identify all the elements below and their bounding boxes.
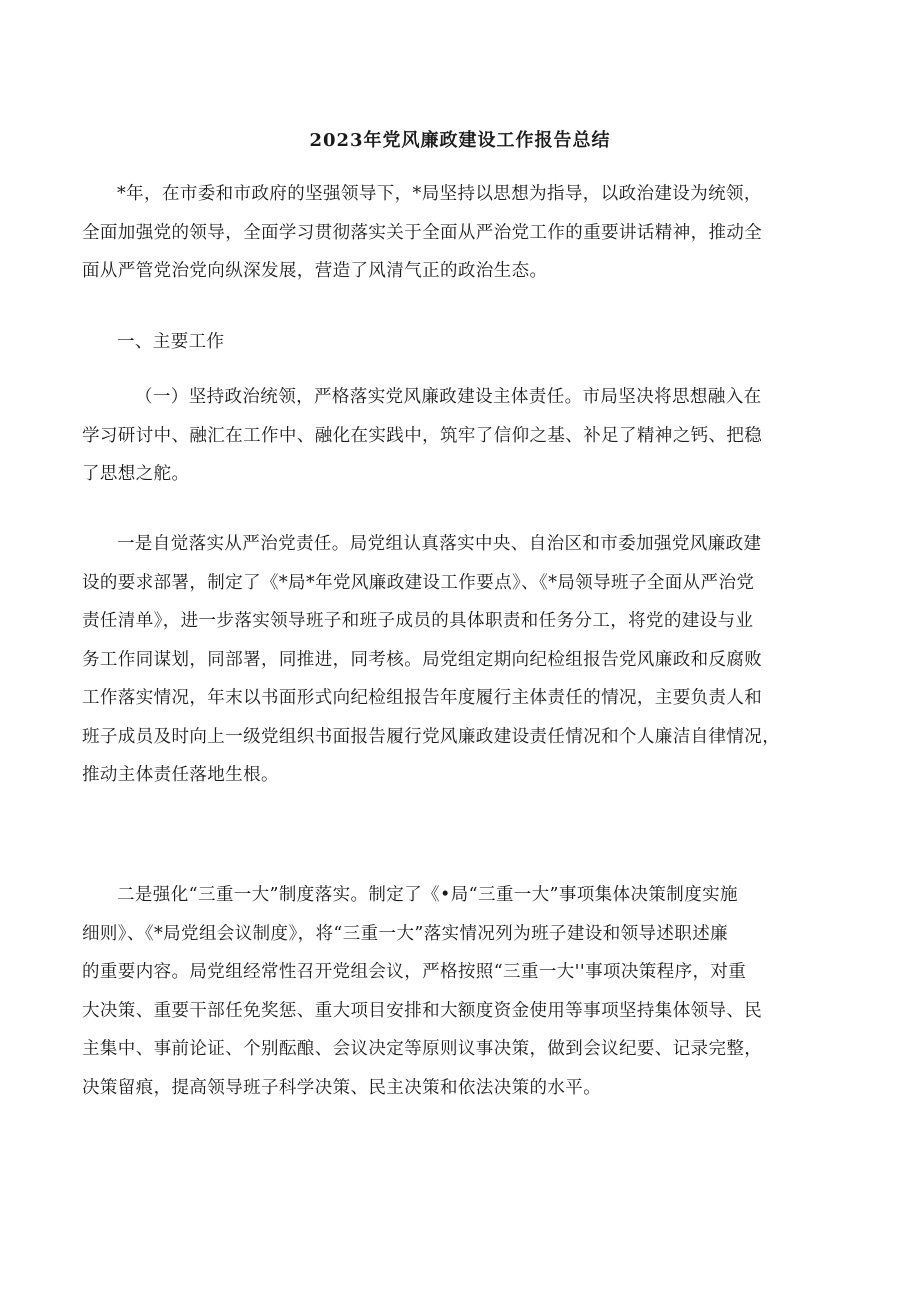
- point-2-line-1: 二是强化“三重一大”制度落实。制定了《•局“三重一大”事项集体决策制度实施: [117, 885, 738, 905]
- point-2-line-6: 决策留痕，提高领导班子科学决策、民主决策和依法决策的水平。: [82, 1077, 602, 1098]
- point-1-line-6: 班子成员及时向上一级党组织书面报告履行党风廉政建设责任情况和个人廉洁自律情况，: [82, 726, 781, 747]
- point-2-line-3: 的重要内容。局党组经常性召开党组会议，严格按照“三重一大''事项决策程序，对重: [82, 962, 747, 982]
- point-1-line-2: 设的要求部署，制定了《*局*年党风廉政建设工作要点》、《*局领导班子全面从严治党: [82, 572, 755, 593]
- subsection-1-paragraph: [82, 378, 858, 494]
- subsection-1-line-2: 学习研讨中、融汇在工作中、融化在实践中，筑牢了信仰之基、补足了精神之钙、把稳: [82, 425, 763, 446]
- point-2-line-2: 细则》、《*局党组会议制度》，将“三重一大”落实情况列为班子建设和领导述职述廉: [82, 923, 728, 944]
- point-1-line-5: 工作落实情况，年末以书面形式向纪检组报告年度履行主体责任的情况，主要负责人和: [82, 688, 763, 708]
- point-1-line-4: 务工作同谋划，同部署，同推进，同考核。局党组定期向纪检组报告党风廉政和反腐败: [82, 649, 763, 670]
- section-heading-text: 一、主要工作: [117, 332, 225, 352]
- document-title: 2023年党风廉政建设工作报告总结: [309, 130, 611, 151]
- point-2-paragraph: [82, 876, 858, 1107]
- point-1-line-7: 推动主体责任落地生根。: [82, 765, 279, 785]
- subsection-1-line-1: （一）坚持政治统领，严格落实党风廉政建设主体责任。市局坚决将思想融入在: [135, 387, 762, 407]
- intro-line-1: *年，在市委和市政府的坚强领导下，*局坚持以思想为指导，以政治建设为统领，: [117, 184, 762, 204]
- point-2-line-5: 主集中、事前论证、个别酝酿、会议决定等原则议事决策，做到会议纪要、记录完整，: [82, 1039, 763, 1059]
- subsection-1-line-3: 了思想之舵。: [82, 464, 190, 484]
- section-heading: [82, 323, 858, 362]
- point-2-line-4: 大决策、重要干部任免奖惩、重大项目安排和大额度资金使用等事项坚持集体领导、民: [82, 1000, 763, 1021]
- intro-line-3: 面从严管党治党向纵深发展，营造了风清气正的政治生态。: [82, 261, 548, 281]
- intro-paragraph: [82, 175, 858, 291]
- intro-line-2: 全面加强党的领导，全面学习贯彻落实关于全面从严治党工作的重要讲话精神，推动全: [82, 222, 763, 243]
- point-1-line-3: 责任清单》，进一步落实领导班子和班子成员的具体职责和任务分工，将党的建设与业: [82, 611, 754, 631]
- point-1-paragraph: [82, 525, 858, 795]
- point-1-line-1: 一是自觉落实从严治党责任。局党组认真落实中央、自治区和市委加强党风廉政建: [117, 534, 762, 554]
